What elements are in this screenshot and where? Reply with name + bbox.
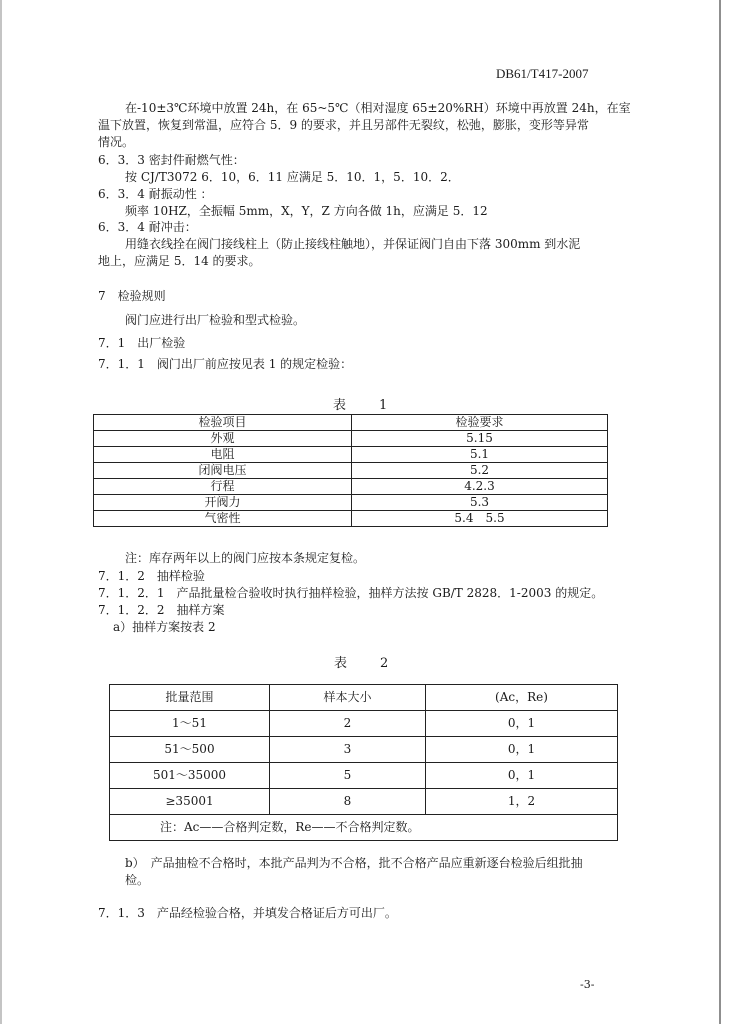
table-cell: 3 xyxy=(270,737,426,763)
table-cell: 5.3 xyxy=(352,495,608,511)
paragraph-line: 检。 xyxy=(125,873,150,887)
table-cell: 5.15 xyxy=(352,431,608,447)
table-header-cell: 批量范围 xyxy=(110,685,270,711)
table-cell: 2 xyxy=(270,711,426,737)
table-cell: 0，1 xyxy=(426,737,618,763)
table-cell: 开阀力 xyxy=(94,495,352,511)
section-heading: 7．1 出厂检验 xyxy=(98,336,186,350)
table-header-cell: 检验项目 xyxy=(94,415,352,431)
section-heading: 6．3．4 耐振动性 ： xyxy=(98,187,213,201)
table-cell: 4.2.3 xyxy=(352,479,608,495)
scan-edge-left xyxy=(0,0,2,1024)
table-cell: ≥35001 xyxy=(110,789,270,815)
table-cell: 1～51 xyxy=(110,711,270,737)
table-cell: 0，1 xyxy=(426,711,618,737)
paragraph-line: 按 CJ/T3072 6．10，6．11 应满足 5．10．1，5．10．2． xyxy=(125,170,460,184)
table-row xyxy=(110,737,618,763)
table-cell: 0，1 xyxy=(426,763,618,789)
table-cell: 5.4 5.5 xyxy=(352,511,608,527)
table-2 xyxy=(109,684,618,841)
table-header-cell: (Ac，Re) xyxy=(426,685,618,711)
table-row xyxy=(94,511,608,527)
table-header-cell: 检验要求 xyxy=(352,415,608,431)
table-cell: 5.1 xyxy=(352,447,608,463)
doc-code-header: DB61/T417-2007 xyxy=(496,66,589,81)
table1-caption: 表 1 xyxy=(333,398,398,413)
table-row xyxy=(94,463,608,479)
table-cell: 51～500 xyxy=(110,737,270,763)
section-heading: 7．1．1 阀门出厂前应按见表 1 的规定检验： xyxy=(98,357,353,371)
paragraph-line: 地上，应满足 5．14 的要求。 xyxy=(98,254,261,268)
table-row xyxy=(110,789,618,815)
table-cell: 行程 xyxy=(94,479,352,495)
section-heading: 7 检验规则 xyxy=(98,289,166,303)
scan-edge-right xyxy=(719,0,721,1024)
section-heading: 7．1．3 产品经检验合格，并填发合格证后方可出厂。 xyxy=(98,906,397,920)
section-heading: 7．1．2 抽样检验 xyxy=(98,569,205,583)
paragraph-line: 温下放置，恢复到常温，应符合 5．9 的要求，并且另部件无裂纹，松弛，膨胀，变形等异常 xyxy=(98,118,589,132)
paragraph-line: 7．1．2．1 产品批量检合验收时执行抽样检验，抽样方法按 GB/T 2828．1-2003 的规定。 xyxy=(98,586,604,600)
table-cell: 501～35000 xyxy=(110,763,270,789)
table-note: 注：Ac——合格判定数，Re——不合格判定数。 xyxy=(110,815,618,841)
paragraph-line: b） 产品抽检不合格时，本批产品判为不合格，批不合格产品应重新逐台检验后组批抽 xyxy=(125,856,583,870)
table-note-row xyxy=(110,815,618,841)
table-cell: 8 xyxy=(270,789,426,815)
table-cell: 1，2 xyxy=(426,789,618,815)
table-1 xyxy=(93,414,608,527)
paragraph-line: 用缝衣线拴在阀门接线柱上（防止接线柱触地），并保证阀门自由下落 300mm 到水泥 xyxy=(125,237,581,251)
table-row xyxy=(94,447,608,463)
section-heading: 6．3．4 耐冲击： xyxy=(98,220,197,234)
table-cell: 5 xyxy=(270,763,426,789)
table-cell: 闭阀电压 xyxy=(94,463,352,479)
table-cell: 5.2 xyxy=(352,463,608,479)
table-cell: 外观 xyxy=(94,431,352,447)
table-cell: 电阻 xyxy=(94,447,352,463)
table-row xyxy=(94,479,608,495)
section-heading: 6．3．3 密封件耐燃气性： xyxy=(98,153,245,167)
paragraph-line: 情况。 xyxy=(98,135,135,149)
table-row xyxy=(110,711,618,737)
page-number: -3- xyxy=(580,978,595,991)
table2-caption: 表 2 xyxy=(334,656,399,671)
paragraph-line: 频率 10HZ，全振幅 5mm，X，Y，Z 方向各做 1h，应满足 5．12 xyxy=(125,204,488,218)
table-cell: 气密性 xyxy=(94,511,352,527)
paragraph-line: a）抽样方案按表 2 xyxy=(113,620,216,634)
table-header-cell: 样本大小 xyxy=(270,685,426,711)
table-row xyxy=(94,431,608,447)
table-row xyxy=(94,495,608,511)
table-row xyxy=(110,763,618,789)
paragraph-line: 阀门应进行出厂检验和型式检验。 xyxy=(125,313,306,327)
table-header-row xyxy=(110,685,618,711)
table-header-row xyxy=(94,415,608,431)
paragraph-line: 在-10±3℃环境中放置 24h，在 65~5℃（相对湿度 65±20%RH）环境中再放置 24h，在室 xyxy=(125,101,631,115)
section-heading: 7．1．2．2 抽样方案 xyxy=(98,603,225,617)
table-note: 注：库存两年以上的阀门应按本条规定复检。 xyxy=(125,551,366,565)
